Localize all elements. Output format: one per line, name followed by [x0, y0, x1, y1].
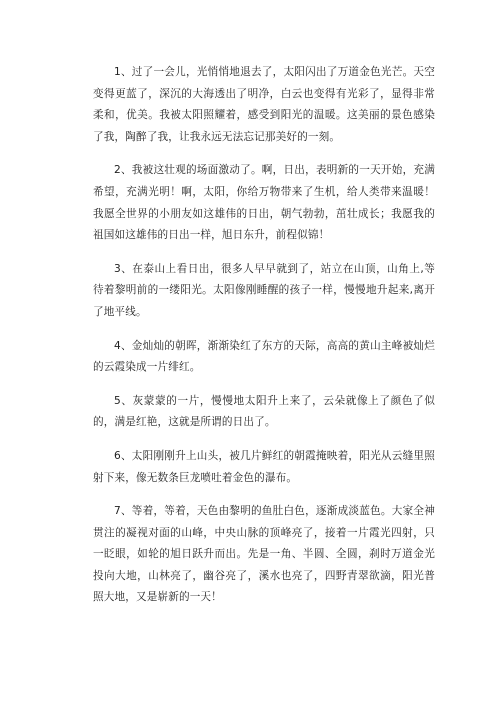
- document-body: [93, 62, 435, 621]
- paragraph-7: 7、等着，等着，天色由黎明的鱼肚白色，逐渐成淡蓝色。大家全神贯注的凝视对面的山峰，中央山脉的顶峰亮了，接着一片霞光四射，只一眨眼，如轮的旭日跃升而出。先是一角、半圆、全圆，刹时万道金光投向大地，山林亮了，幽谷亮了，溪水也亮了，四野青翠欲滴，阳光普照大地，又是崭新的一天！: [93, 505, 435, 604]
- paragraph-2: 2、我被这壮观的场面激动了。啊，日出，表明新的一天开始，充满希望，充满光明！啊，太阳，你给万物带来了生机，给人类带来温暖！我愿全世界的小朋友如这雄伟的日出，朝气勃勃，茁壮成长；我愿我的祖国如这雄伟的日出一样，旭日东升，前程似锦！: [93, 164, 435, 242]
- paragraph-3: 3、在泰山上看日出，很多人早早就到了，站立在山顶，山角上,等待着黎明前的一缕阳光。太阳像刚睡醒的孩子一样，慢慢地升起来,离开了地平线。: [93, 262, 435, 318]
- paragraph-6: 6、太阳刚刚升上山头，被几片鲜红的朝霞掩映着，阳光从云缝里照射下来，像无数条巨龙喷吐着金色的瀑布。: [93, 449, 435, 484]
- paragraph-5: 5、灰蒙蒙的一片，慢慢地太阳升上来了，云朵就像上了颜色了似的，满是红艳，这就是所谓的日出了。: [93, 394, 435, 429]
- paragraph-1: 1、过了一会儿，光悄悄地退去了，太阳闪出了万道金色光芒。天空变得更蓝了，深沉的大海透出了明净，白云也变得有光彩了，显得非常柔和，优美。我被太阳照耀着，感受到阳光的温暖。这美丽的景色感染了我，陶醉了我，让我永远无法忘记那美好的一刻。: [93, 66, 435, 143]
- paragraph-4: 4、金灿灿的朝晖，渐渐染红了东方的天际，高高的黄山主峰被灿烂的云霞染成一片绯红。: [93, 339, 435, 374]
